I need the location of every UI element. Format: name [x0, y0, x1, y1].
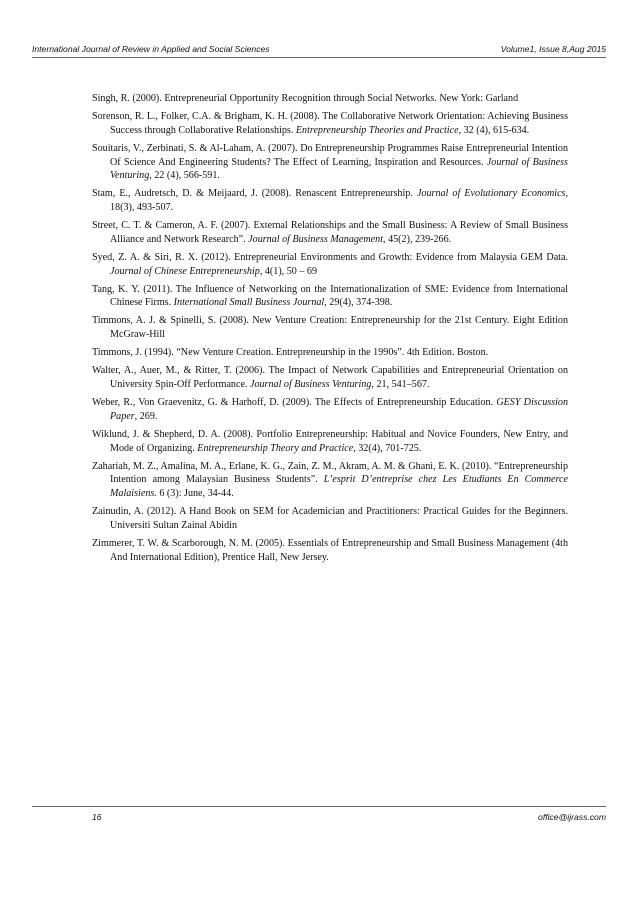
reference-source: L’esprit D’entreprise chez Les Etudiants En Commerce Malaisiens.	[110, 474, 568, 499]
reference-source: Journal of Chinese Entrepreneurship	[110, 265, 260, 277]
reference-entry	[92, 537, 568, 564]
reference-text: Syed, Z. A. & Siri, R. X. (2012). Entrepreneurial Environments and Growth: Evidence from Malaysia GEM Data.	[92, 251, 568, 263]
reference-text: Singh, R. (2000). Entrepreneurial Opportunity Recognition through Social Networks. New York: Garland	[92, 93, 519, 104]
header-rule	[32, 57, 606, 58]
reference-source: Journal of Evolutionary Economics,	[416, 188, 568, 200]
running-footer	[92, 812, 606, 826]
reference-entry	[92, 396, 568, 423]
reference-entry	[92, 505, 568, 532]
page-number: 16	[92, 812, 102, 822]
reference-text: Sorenson, R. L., Folker, C.A. & Brigham, K. H. (2008). The Collaborative Network Orientation: Achieving Business Success through Collaborative Relationships.	[92, 111, 568, 136]
reference-entry	[92, 346, 568, 360]
reference-text: Timmons, A. J. & Spinelli, S. (2008). New Venture Creation: Entrepreneurship for the 21st Century. Eight Edition McGraw-Hill	[92, 315, 568, 341]
reference-text: Street, C. T. & Cameron, A. F. (2007). External Relationships and the Small Business: A Review of Small Business Alliance and Network Research”.	[92, 220, 568, 245]
reference-source: Journal of Business Management	[248, 233, 384, 245]
reference-text: Zainudin, A. (2012). A Hand Book on SEM for Academician and Practitioners: Practical Guides for the Beginners. Universiti Sultan Zainal Abidin	[92, 506, 568, 531]
reference-text: Timmons, J. (1994). “New Venture Creation. Entrepreneurship in the 1990s”. 4th Edition. Boston.	[92, 347, 489, 359]
reference-entry	[92, 364, 568, 391]
reference-source: Journal of Business Venturing	[249, 379, 372, 391]
reference-text: , 22 (4), 566-591.	[149, 170, 220, 182]
reference-text: Zahariah, M. Z., Amalina, M. A., Erlane, K. G., Zain, Z. M., Akram, A. M. & Ghani, E. K. (2010). “Entrepreneurship Intention among Malaysian Business Students”.	[92, 460, 568, 486]
reference-source: Entrepreneurship Theory and Practice	[197, 442, 354, 454]
running-header	[32, 40, 606, 54]
reference-entry	[92, 428, 568, 455]
reference-list	[92, 92, 568, 569]
reference-text: 18(3), 493-507.	[110, 201, 174, 213]
reference-text: , 21, 541–567.	[371, 379, 430, 391]
journal-title: International Journal of Review in Applied and Social Sciences	[32, 44, 270, 54]
reference-text: Tang, K. Y. (2011). The Influence of Networking on the Internationalization of SME: Evidence from International Chinese Firms.	[92, 283, 568, 309]
reference-entry	[92, 251, 568, 278]
reference-entry	[92, 283, 568, 310]
reference-source: International Small Business Journal	[173, 297, 325, 309]
reference-source: GESY Discussion Paper	[110, 397, 568, 422]
reference-entry	[92, 92, 568, 106]
contact-email: office@ijrass.com	[538, 812, 606, 822]
reference-text: Weber, R., Von Graevenitz, G. & Harhoff, D. (2009). The Effects of Entrepreneurship Education.	[92, 397, 497, 409]
reference-entry	[92, 187, 568, 214]
reference-source: Entrepreneurship Theories and Practice	[295, 124, 459, 136]
reference-text: , 269.	[134, 410, 158, 422]
reference-text: , 32 (4), 615-634.	[458, 124, 530, 136]
reference-entry	[92, 460, 568, 501]
reference-text: , 45(2), 239-266.	[383, 233, 452, 245]
reference-entry	[92, 219, 568, 246]
footer-rule	[32, 806, 606, 807]
reference-text: , 32(4), 701-725.	[353, 442, 422, 454]
reference-text: , 29(4), 374-398.	[324, 297, 393, 309]
reference-entry	[92, 314, 568, 341]
reference-text: 6 (3): June, 34-44.	[156, 487, 234, 499]
reference-text: Wiklund, J. & Shepherd, D. A. (2008). Portfolio Entrepreneurship: Habitual and Novice Founders, New Entry, and Mode of Organizing.	[92, 429, 568, 454]
reference-entry	[92, 110, 568, 137]
reference-text: Stam, E., Audretsch, D. & Meijaard, J. (2008). Renascent Entrepreneurship.	[92, 188, 417, 200]
reference-text: , 4(1), 50 – 69	[259, 265, 318, 277]
reference-text: Souitaris, V., Zerbinati, S. & Al-Laham, A. (2007). Do Entrepreneurship Programmes Raise Entrepreneurial Intention Of Science And Engineering Students? The Effect of Learning, Inspiration and Resources.	[92, 142, 568, 168]
reference-source: Journal of Business Venturing	[110, 156, 568, 182]
reference-text: Zimmerer, T. W. & Scarborough, N. M. (2005). Essentials of Entrepreneurship and Small Business Management (4th And International Edition), Prentice Hall, New Jersey.	[92, 537, 568, 563]
reference-text: Walter, A., Auer, M., & Ritter, T. (2006). The Impact of Network Capabilities and Entrepreneurial Orientation on University Spin-Off Performance.	[92, 365, 568, 391]
reference-entry	[92, 142, 568, 183]
issue-info: Volume1, Issue 8,Aug 2015	[500, 44, 606, 54]
